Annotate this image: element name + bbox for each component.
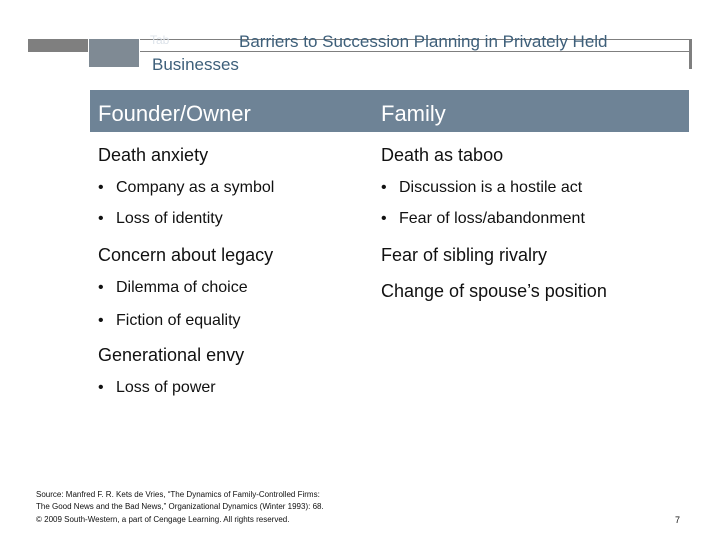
founder-bullet-dilemma — [98, 279, 248, 297]
bullet-marker: • — [98, 179, 104, 196]
bullet-text: Loss of power — [116, 379, 216, 396]
bullet-text: Fear of loss/abandonment — [399, 210, 585, 227]
founder-bullet-power — [98, 379, 216, 397]
founder-heading-envy: Generational envy — [98, 345, 245, 365]
column-header-family: Family — [381, 101, 446, 126]
family-heading-taboo: Death as taboo — [381, 145, 504, 165]
founder-bullet-equality — [98, 312, 241, 330]
title-box-decoration — [88, 38, 140, 68]
title-ghost-label: Tab — [150, 33, 170, 47]
column-header-founder-owner: Founder/Owner — [98, 101, 251, 126]
family-heading-spouse: Change of spouse’s position — [381, 281, 607, 301]
founder-heading-legacy: Concern about legacy — [98, 245, 274, 265]
bullet-text: Company as a symbol — [116, 179, 275, 196]
bullet-text: Loss of identity — [116, 210, 223, 227]
bullet-marker: • — [381, 179, 387, 196]
founder-bullet-company-symbol — [98, 179, 274, 197]
page-number: 7 — [675, 515, 681, 525]
slide-title-line-2: Businesses — [152, 55, 239, 74]
bullet-marker: • — [98, 210, 104, 227]
slide-title-line-1: Barriers to Succession Planning in Privately Held — [239, 32, 608, 51]
bullet-text: Discussion is a hostile act — [399, 179, 583, 196]
family-heading-sibling: Fear of sibling rivalry — [381, 245, 548, 265]
title-bar-right-edge — [689, 39, 692, 69]
bullet-text: Dilemma of choice — [116, 279, 248, 296]
copyright-notice: © 2009 South-Western, a part of Cengage Learning. All rights reserved. — [36, 515, 290, 524]
bullet-marker: • — [98, 379, 104, 396]
founder-heading-death-anxiety: Death anxiety — [98, 145, 209, 165]
bullet-marker: • — [98, 312, 104, 329]
source-citation-line-1: Source: Manfred F. R. Kets de Vries, “The Dynamics of Family-Controlled Firms: — [36, 490, 320, 499]
family-bullet-hostile — [381, 179, 582, 197]
bullet-marker: • — [98, 279, 104, 296]
bullet-text: Fiction of equality — [116, 312, 241, 329]
source-citation-line-2: The Good News and the Bad News,” Organizational Dynamics (Winter 1993): 68. — [36, 502, 324, 511]
family-bullet-abandonment — [381, 210, 585, 228]
bullet-marker: • — [381, 210, 387, 227]
founder-bullet-loss-identity — [98, 210, 223, 228]
